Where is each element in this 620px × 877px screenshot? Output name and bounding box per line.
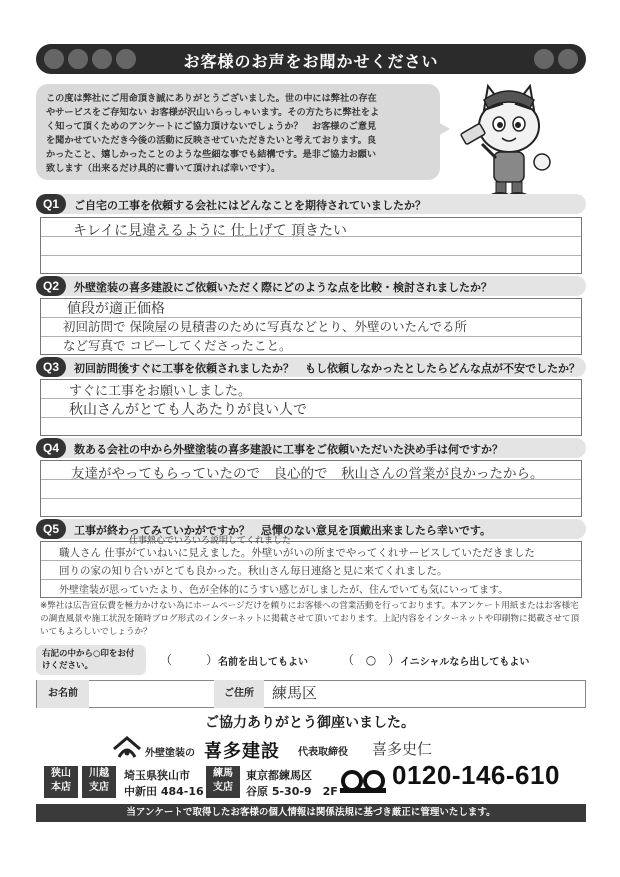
handwritten-answer: 外壁塗装が思っていたより、色が全体的にうすい感じがしましたが、住んでいても気にいってます。 [59, 585, 509, 596]
title-bar [36, 44, 586, 74]
handwritten-answer: 友達がやってもらっていたので 良心的で 秋山さんの営業が良かったから。 [71, 466, 544, 482]
intro-line: やサービスをご存知ない お客様が沢山いらっしゃいます。その方たちに弊社をよ [46, 107, 380, 118]
nerima-address-line1: 東京都練馬区 [246, 769, 312, 782]
intro-line: く知って頂くためのアンケートにご協力頂けないでしょうか？ お客様のご意見 [46, 121, 377, 132]
intro-line: かったこと、嬉しかったことのような些細な事でも結構です。是非ご協力お願い [46, 149, 377, 160]
badge-text: 練馬支店 [213, 768, 233, 793]
question-text: 外壁塗装の喜多建設にご依頼いただく際にどのような点を比較・検討されましたか？ [74, 281, 492, 294]
company-tagline: 外壁塗装の [145, 748, 195, 759]
answer-box-q1[interactable] [40, 217, 582, 274]
answer-box-q5[interactable] [40, 536, 582, 598]
intro-message [36, 84, 440, 180]
handwritten-answer: 回りの家の知り合いがとても良かった。秋山さん毎日連絡と見に来てくれました。 [59, 565, 448, 577]
kawagoe-branch-badge [82, 766, 116, 798]
badge-text: 川越支店 [89, 768, 109, 793]
nerima-branch-badge [206, 766, 240, 798]
option2-label: イニシャルなら出してもよい [400, 657, 530, 668]
question-bar-q3 [36, 357, 586, 377]
option1-label: 名前を出してもよい [218, 657, 308, 668]
privacy-footer: 当アンケートで取得したお客様の個人情報は関係法規に基づき厳正に管理いたします。 [36, 804, 586, 822]
option1-paren[interactable]: （ ） [160, 653, 219, 667]
address-label: ご住所 [214, 680, 264, 708]
question-badge: Q4 [36, 438, 66, 458]
handwritten-answer: 初回訪問で 保険屋の見積書のために写真などとり、外壁のいたんでる所 [63, 319, 467, 334]
question-bar-q2 [36, 276, 586, 296]
company-name: 喜多建設 [204, 741, 280, 762]
question-text: 工事が終わってみていかがですか？ 忌憚のない意見を頂戴出来ましたら幸いです。 [74, 524, 492, 537]
intro-line: この度は弊社にご用命頂き誠にありがとうございました。世の中には弊社の存在 [46, 93, 377, 104]
answer-box-q4[interactable] [40, 460, 582, 517]
handwritten-answer: 仕事熱心でいろいろ説明してくれました [129, 536, 292, 546]
badge-text: 狭山本店 [51, 768, 71, 793]
sayama-address-line1: 埼玉県狭山市 [124, 769, 190, 782]
answer-box-q2[interactable] [40, 298, 582, 355]
representative-title: 代表取締役 [298, 747, 348, 758]
address-field[interactable]: 練馬区 [272, 684, 318, 702]
company-logo-icon [112, 735, 142, 759]
question-badge: Q1 [36, 194, 66, 214]
question-bar-q1 [36, 194, 586, 214]
handwritten-answer: 値段が適正価格 [67, 301, 165, 317]
question-badge: Q5 [36, 519, 66, 539]
nerima-address-line2: 谷原 5-30-9 2F [246, 785, 338, 798]
intro-line: 致します（出来るだけ具的に書いて頂ければ幸いです）。 [46, 163, 281, 174]
handwritten-answer: など写真で コピーしてくださったこと。 [63, 338, 292, 353]
intro-line: を聞かせていただき今後の活動に反映させていただきたいと考えております。良 [46, 135, 377, 146]
representative-name: 喜多史仁 [372, 740, 433, 758]
phone-number[interactable]: 0120-146-610 [392, 760, 560, 790]
page-title: お客様のお声をお聞かせください [183, 52, 439, 71]
handwritten-answer: 秋山さんがとても人あたりが良い人で [69, 402, 307, 418]
question-badge: Q2 [36, 276, 66, 296]
thanks-message: ご協力ありがとう御座いました。 [205, 715, 415, 731]
question-text: 数ある会社の中から外壁塗装の喜多建設に工事をご依頼いただいた決め手は何ですか？ [74, 443, 503, 456]
question-text: ご自宅の工事を依頼する会社にはどんなことを期待されていましたか？ [74, 199, 426, 212]
option2-mark: ○ [365, 653, 377, 667]
question-bar-q5 [36, 519, 586, 539]
freedial-icon [340, 768, 386, 794]
consent-label: 右記の中から○印をお付けください。 [36, 645, 146, 675]
speech-tail [438, 122, 450, 136]
question-text: 初回訪問後すぐに工事を依頼されましたか？ もし依頼しなかったとしたらどんな点が不安でしたか？ [74, 362, 580, 375]
option2-paren[interactable]: （ ○ ） [342, 653, 401, 667]
question-bar-q4 [36, 438, 586, 458]
handwritten-answer: すぐに工事をお願いしました。 [69, 384, 252, 399]
sayama-address-line2: 中新田 484-16 [124, 785, 204, 798]
handwritten-answer: 職人さん 仕事がていねいに見えました。外壁いがいの所までやってくれサービスしていただきました [59, 547, 535, 559]
sayama-branch-badge [44, 766, 78, 798]
answer-box-q3[interactable] [40, 379, 582, 436]
name-label: お名前 [37, 680, 89, 708]
handwritten-answer: キレイに見違えるように 仕上げて 頂きたい [73, 223, 348, 239]
publication-notice: ※弊社は広告宣伝費を極力かけない為にホームページだけを頼りにお客様への営業活動を行っております。本アンケート用紙またはお客様宅の調査風景や施工状況を随時ブログ形式のインターネットに掲載させて頂いております。上記内容をインターネットや印刷物に掲載させて頂いてもよろしいでしょうか？ [40, 601, 580, 637]
question-badge: Q3 [36, 357, 66, 377]
cat-mascot-icon [454, 78, 564, 202]
